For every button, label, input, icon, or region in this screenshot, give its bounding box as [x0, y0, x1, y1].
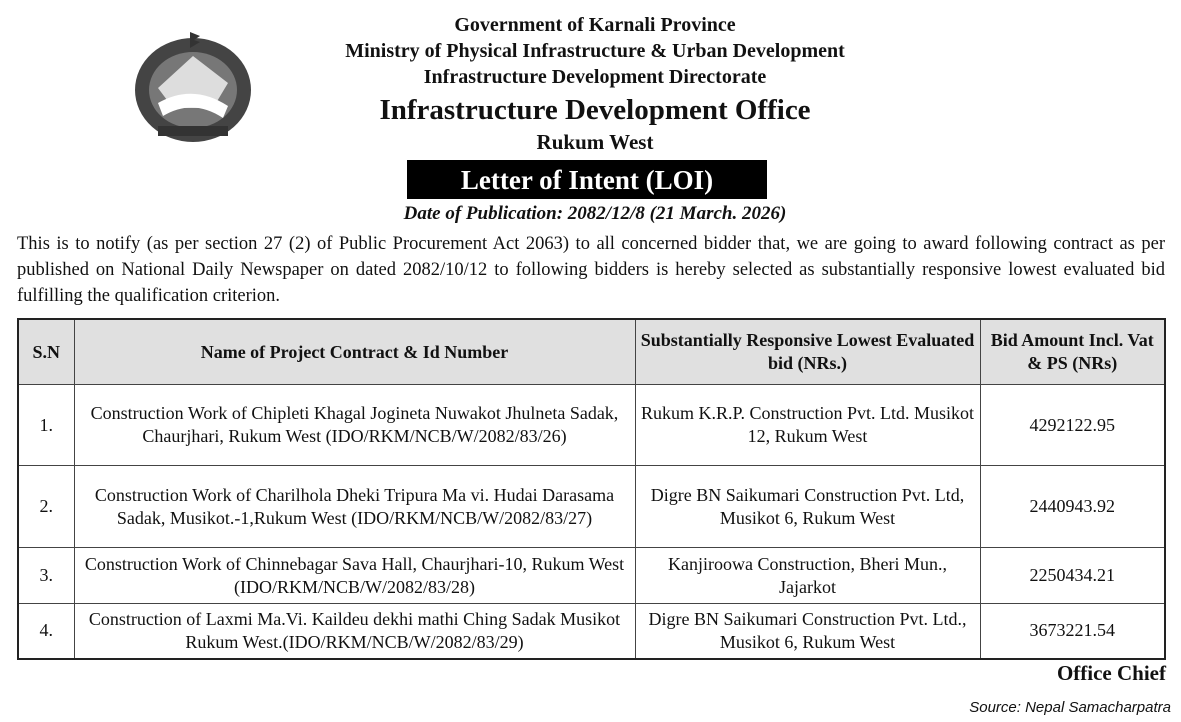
table-row — [18, 548, 1165, 604]
office-name: Infrastructure Development Office — [379, 94, 811, 126]
cell-amount: 3673221.54 — [980, 604, 1165, 659]
cell-sn: 4. — [18, 604, 74, 659]
cell-project: Construction of Laxmi Ma.Vi. Kaildeu dekhi mathi Ching Sadak Musikot Rukum West.(IDO/RKM/NCB/W/2082/83/29) — [74, 604, 635, 659]
cell-amount: 2250434.21 — [980, 548, 1165, 604]
table-row — [18, 466, 1165, 548]
source-credit: Source: Nepal Samacharpatra — [969, 699, 1171, 716]
cell-project: Construction Work of Charilhola Dheki Tripura Ma vi. Hudai Darasama Sadak, Musikot.-1,Rukum West (IDO/RKM/NCB/W/2082/83/27) — [74, 466, 635, 548]
cell-sn: 3. — [18, 548, 74, 604]
table-row — [18, 385, 1165, 466]
header-bidder: Substantially Responsive Lowest Evaluated bid (NRs.) — [635, 319, 980, 385]
cell-bidder: Kanjiroowa Construction, Bheri Mun., Jajarkot — [635, 548, 980, 604]
directorate-line: Infrastructure Development Directorate — [423, 66, 767, 88]
signatory: Office Chief — [1056, 661, 1166, 685]
header-sn: S.N — [18, 319, 74, 385]
cell-bidder: Digre BN Saikumari Construction Pvt. Ltd., Musikot 6, Rukum West — [635, 604, 980, 659]
document-title: Letter of Intent (LOI) — [407, 160, 767, 199]
cell-project: Construction Work of Chipleti Khagal Jogineta Nuwakot Jhulneta Sadak, Chaurjhari, Rukum West (IDO/RKM/NCB/W/2082/83/26) — [74, 385, 635, 466]
cell-sn: 1. — [18, 385, 74, 466]
table-row — [18, 604, 1165, 659]
header-project: Name of Project Contract & Id Number — [74, 319, 635, 385]
cell-amount: 2440943.92 — [980, 466, 1165, 548]
ministry-line: Ministry of Physical Infrastructure & Urban Development — [345, 40, 845, 62]
government-line: Government of Karnali Province — [454, 14, 736, 36]
publication-date: Date of Publication: 2082/12/8 (21 March. 2026) — [403, 203, 787, 224]
cell-project: Construction Work of Chinnebagar Sava Hall, Chaurjhari-10, Rukum West (IDO/RKM/NCB/W/2082/83/28) — [74, 548, 635, 604]
office-location: Rukum West — [536, 130, 654, 154]
notice-paragraph: This is to notify (as per section 27 (2) of Public Procurement Act 2063) to all concerned bidder that, we are going to award following contract as per published on National Daily Newspaper on dated 2082/10/12 to following bidders is hereby selected as substantially responsive lowest evaluated bid fulfilling the qualification criterion. — [17, 234, 1165, 306]
cell-sn: 2. — [18, 466, 74, 548]
header-amount: Bid Amount Incl. Vat & PS (NRs) — [980, 319, 1165, 385]
cell-amount: 4292122.95 — [980, 385, 1165, 466]
cell-bidder: Digre BN Saikumari Construction Pvt. Ltd, Musikot 6, Rukum West — [635, 466, 980, 548]
cell-bidder: Rukum K.R.P. Construction Pvt. Ltd. Musikot 12, Rukum West — [635, 385, 980, 466]
table-header-row — [18, 319, 1165, 385]
award-table — [17, 318, 1166, 660]
